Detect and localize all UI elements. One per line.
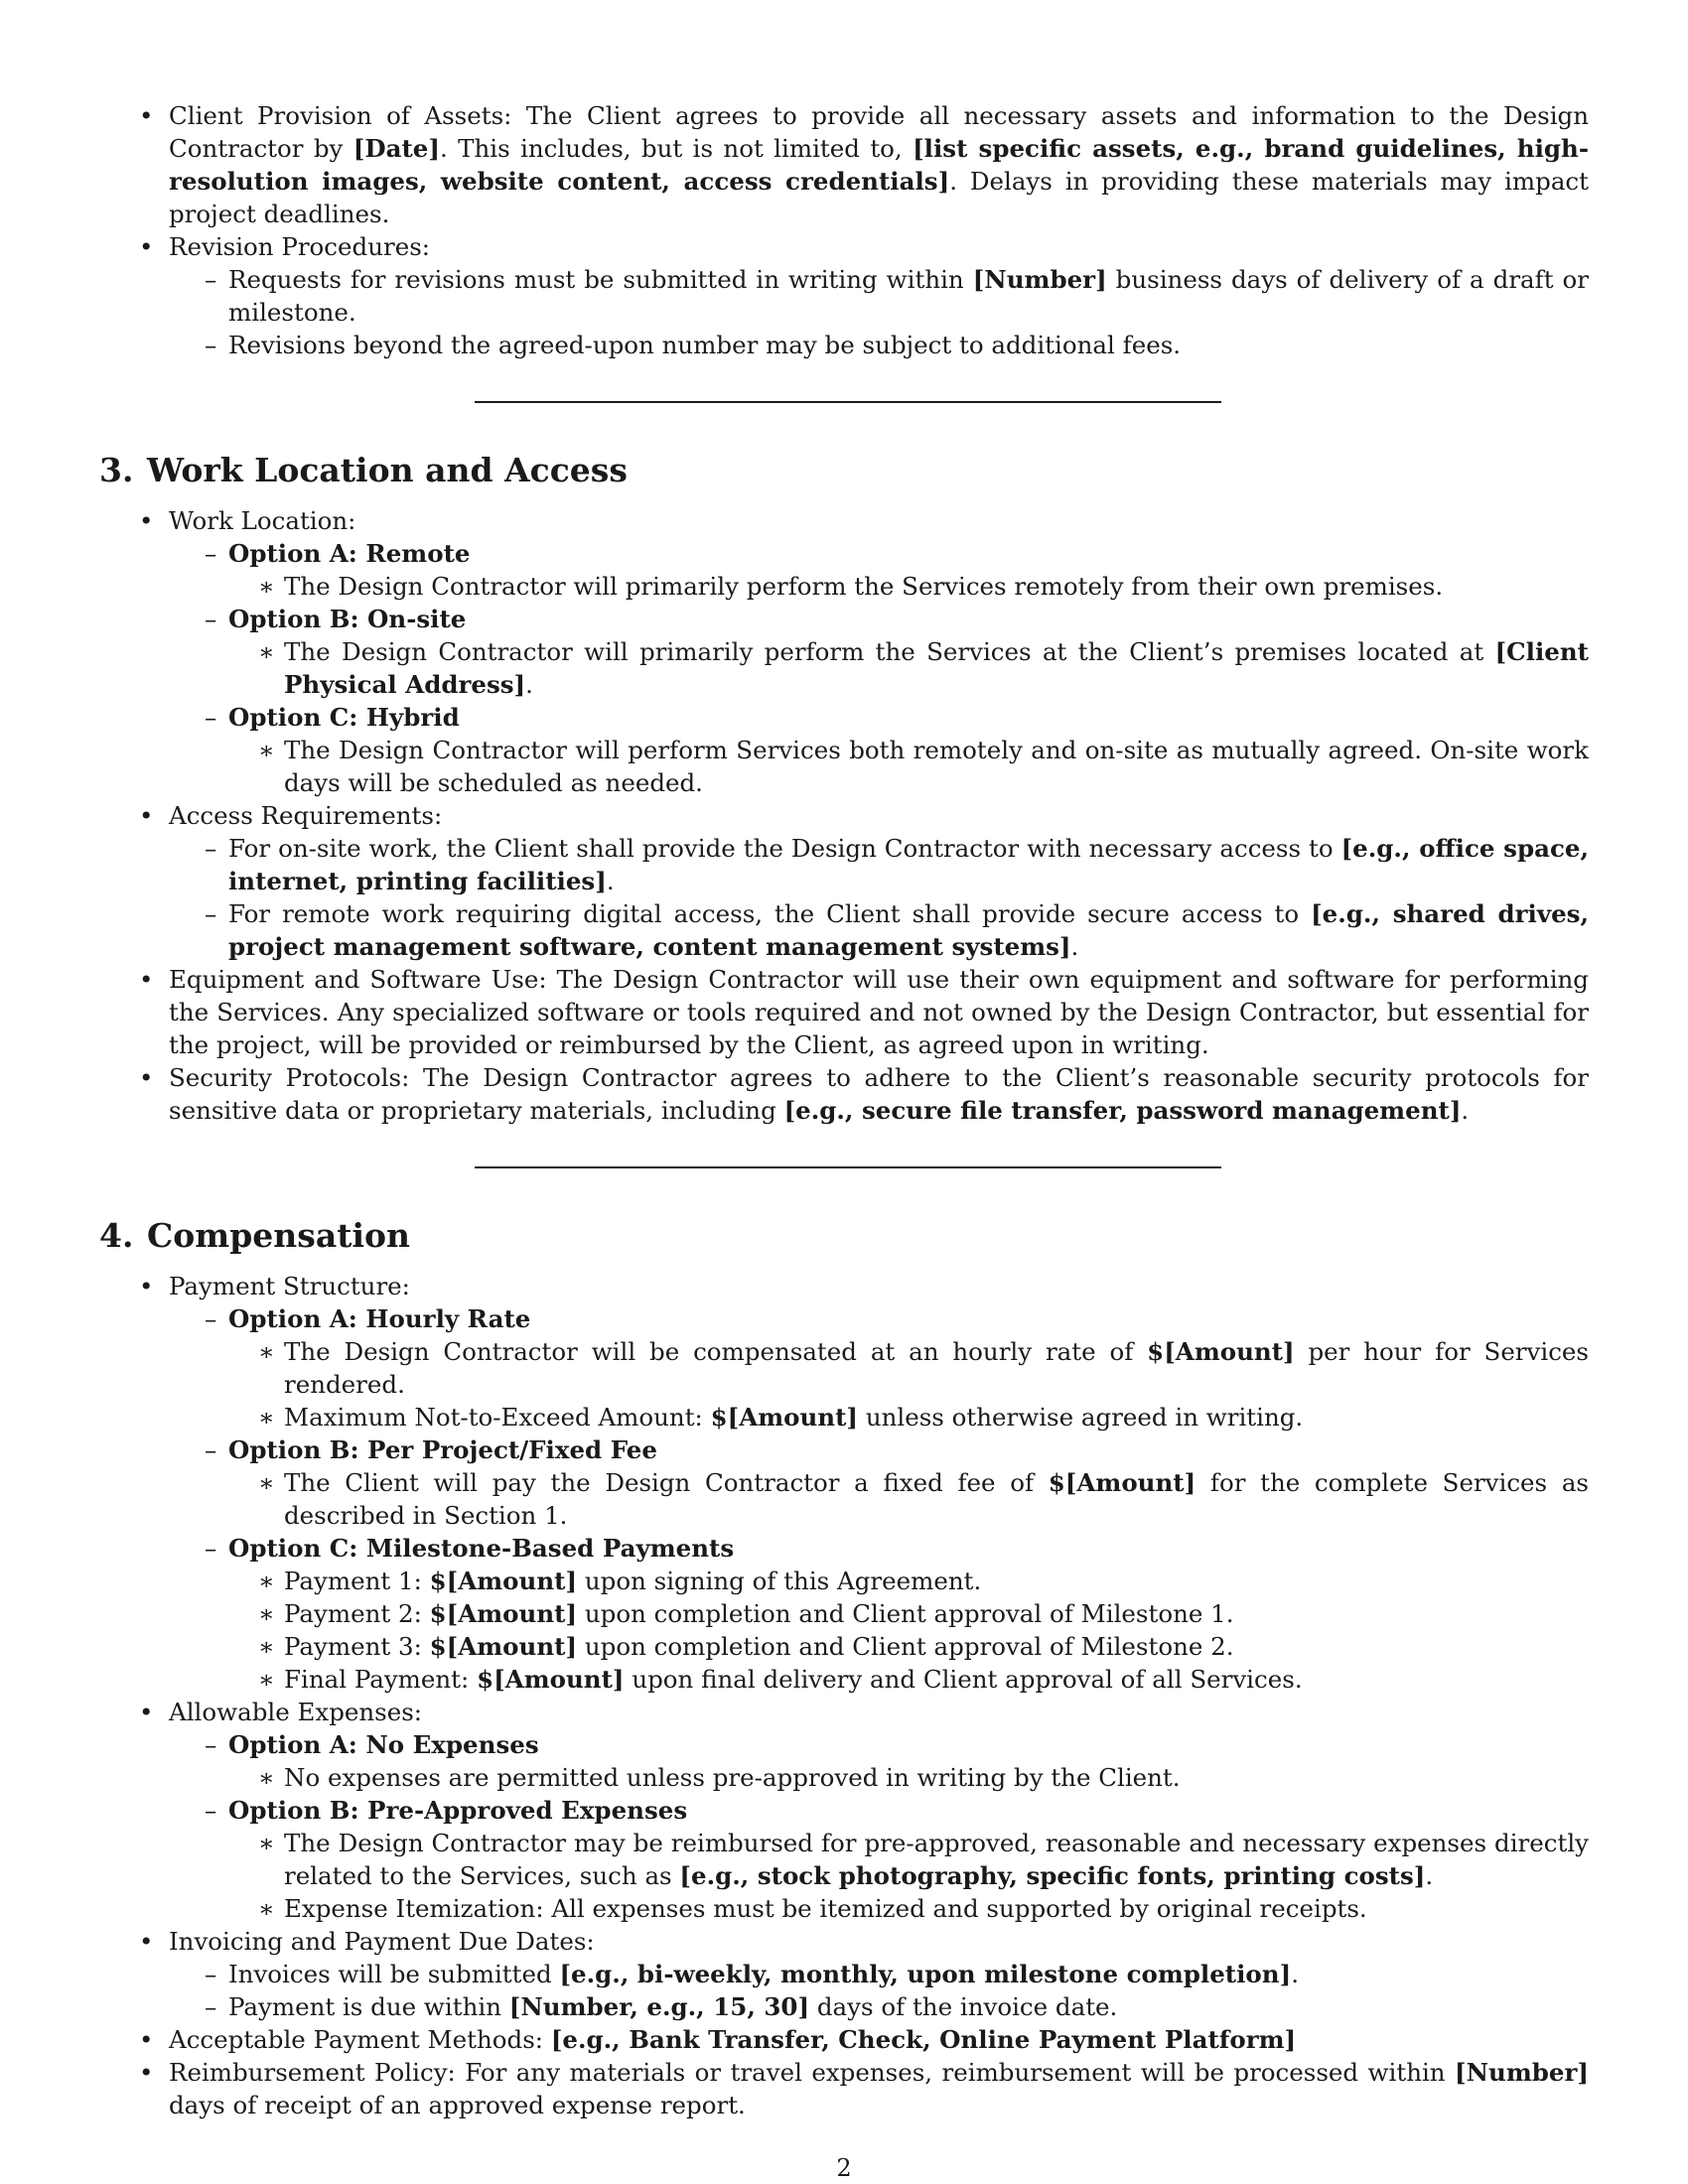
page-number: 2 [836,2154,852,2182]
text: . This includes, but is not limited to, [439,134,914,163]
section-title: Compensation [147,1216,410,1255]
option-detail-list [228,1466,1589,1532]
text: Payment 1: [284,1567,430,1595]
text: The Design Contractor will primarily perform the Services at the Client’s premises located at [284,637,1495,666]
section-number: 3. [99,451,134,489]
placeholder: $[Amount] [710,1403,859,1432]
section-number: 4. [99,1216,134,1255]
option-label: Option A: Hourly Rate [228,1304,531,1333]
section3-list [99,504,1589,1127]
work-location-options [169,537,1589,799]
placeholder: [list specific assets, e.g., brand guidelines, high-resolution images, website content, access credentials] [169,134,1590,196]
item-label: Access Requirements: [169,801,443,830]
revision-sublist [169,263,1589,361]
option-detail: ∗ Expense Itemization: All expenses must be itemized and supported by original receipts. [228,1892,1589,1925]
option-hybrid [169,701,1589,799]
payment-options [169,1302,1589,1696]
placeholder: [e.g., Bank Transfer, Check, Online Payment Platform] [550,2025,1297,2054]
equipment-item: • Equipment and Software Use: The Design Contractor will use their own equipment and software for performing the Services. Any specialized software or tools required and not owned by the Design Contractor, but essential for the project, will be provided or reimbursed by the Client, as agreed upon in writing. [99,963,1589,1061]
security-item [99,1061,1589,1127]
option-label: Option A: Remote [228,539,471,568]
option-no-expenses [169,1728,1589,1794]
text: Payment is due within [228,1992,509,2021]
option-detail [228,1827,1589,1892]
text: . Delays in providing these materials may impact project deadlines. [169,167,1589,228]
option-detail-list [228,635,1589,701]
option-onsite [169,603,1589,701]
invoice-frequency-item [169,1958,1589,1990]
text: upon completion and Client approval of Milestone 2. [577,1632,1234,1661]
placeholder: [Number] [972,265,1107,294]
expense-options [169,1728,1589,1925]
payment-methods-item [99,2023,1589,2056]
payment-structure-item [99,1270,1589,1696]
text: Security Protocols: The Design Contractor agrees to adhere to the Client’s reasonable security protocols for sensitive data or proprietary materials, including [169,1063,1589,1125]
text: Payment 2: [284,1599,430,1628]
option-detail-list [228,570,1589,603]
option-detail: ∗ The Design Contractor will perform Services both remotely and on-site as mutually agreed. On-site work days will be scheduled as needed. [228,734,1589,799]
invoicing-sublist [169,1958,1589,2023]
section-heading-work-location [99,451,1589,490]
placeholder: [Number, e.g., 15, 30] [508,1992,810,2021]
section2-continued-list [99,99,1589,361]
option-detail [228,1466,1589,1532]
section-divider [475,1166,1221,1168]
revision-request-item [169,263,1589,329]
option-detail [228,1335,1589,1401]
reimbursement-item [99,2056,1589,2121]
placeholder: [Number] [1455,2058,1589,2087]
option-label: Option B: Per Project/Fixed Fee [228,1435,657,1464]
payment-item [228,1663,1589,1696]
document-page [99,99,1589,2134]
invoicing-item [99,1925,1589,2023]
option-remote [169,537,1589,603]
allowable-expenses-item [99,1696,1589,1925]
option-label: Option A: No Expenses [228,1730,539,1759]
text: days of receipt of an approved expense report. [169,2091,746,2119]
text: . [525,670,533,699]
section-heading-compensation [99,1216,1589,1256]
text: . [1461,1096,1470,1125]
text: Maximum Not-to-Exceed Amount: [284,1403,711,1432]
placeholder: [Date] [352,134,440,163]
item-label: Allowable Expenses: [169,1698,423,1726]
text: Acceptable Payment Methods: [169,2025,551,2054]
access-requirements-item [99,799,1589,963]
option-detail-list [228,734,1589,799]
option-hourly [169,1302,1589,1433]
option-detail [228,1401,1589,1433]
item-label: Payment Structure: [169,1272,410,1300]
placeholder: $[Amount] [1048,1468,1196,1497]
text: upon final delivery and Client approval of all Services. [624,1665,1303,1694]
option-detail-list [228,1761,1589,1794]
remote-access-item [169,897,1589,963]
work-location-item [99,504,1589,799]
option-detail-list [228,1335,1589,1433]
text: Invoices will be submitted [228,1960,560,1988]
option-fixed-fee [169,1433,1589,1532]
access-sublist [169,832,1589,963]
text: . [1291,1960,1299,1988]
option-detail: ∗ The Design Contractor will primarily perform the Services remotely from their own premises. [228,570,1589,603]
text: upon completion and Client approval of Milestone 1. [577,1599,1234,1628]
placeholder: [e.g., secure file transfer, password management] [783,1096,1462,1125]
placeholder: $[Amount] [429,1632,578,1661]
onsite-access-item [169,832,1589,897]
placeholder: [e.g., stock photography, specific fonts, printing costs] [679,1861,1426,1890]
placeholder: [e.g., shared drives, project management software, content management systems] [228,899,1589,961]
option-label: Option C: Hybrid [228,703,460,732]
option-detail-list [228,1565,1589,1696]
client-assets-item [99,99,1589,230]
placeholder: [Client Physical Address] [284,637,1589,699]
payment-item [228,1565,1589,1597]
revision-procedures-item [99,230,1589,361]
payment-due-item [169,1990,1589,2023]
text: business days of delivery of a draft or milestone. [228,265,1590,327]
text: per hour for Services rendered. [284,1337,1589,1399]
option-pre-approved [169,1794,1589,1925]
item-label: Invoicing and Payment Due Dates: [169,1927,595,1956]
placeholder: [e.g., bi-weekly, monthly, upon milestone completion] [559,1960,1292,1988]
text: The Design Contractor will be compensated at an hourly rate of [284,1337,1148,1366]
text: For remote work requiring digital access, the Client shall provide secure access to [228,899,1312,928]
payment-item [228,1630,1589,1663]
option-detail [228,635,1589,701]
placeholder: $[Amount] [429,1567,578,1595]
placeholder: $[Amount] [429,1599,578,1628]
text: . [1425,1861,1434,1890]
text: Client Provision of Assets: The Client agrees to provide all necessary assets and information to the Design Contractor by [169,101,1589,163]
item-label: Revision Procedures: [169,232,431,261]
section-title: Work Location and Access [147,451,628,489]
section-divider [475,401,1221,403]
option-detail-list [228,1827,1589,1925]
revision-fees-item: – Revisions beyond the agreed-upon number may be subject to additional fees. [169,329,1589,361]
section4-list [99,1270,1589,2121]
text: Final Payment: [284,1665,478,1694]
option-label: Option B: On-site [228,605,467,633]
text: unless otherwise agreed in writing. [858,1403,1304,1432]
text: Requests for revisions must be submitted in writing within [228,265,973,294]
text: for the complete Services as described in Section 1. [284,1468,1589,1530]
text: The Client will pay the Design Contractor a fixed fee of [284,1468,1049,1497]
text: . [1070,932,1079,961]
item-label: Work Location: [169,506,356,535]
text: . [606,867,615,895]
text: The Design Contractor may be reimbursed for pre-approved, reasonable and necessary expenses directly related to the Services, such as [284,1829,1589,1890]
text: Reimbursement Policy: For any materials or travel expenses, reimbursement will be processed within [169,2058,1456,2087]
placeholder: $[Amount] [1147,1337,1295,1366]
option-detail: ∗ No expenses are permitted unless pre-approved in writing by the Client. [228,1761,1589,1794]
option-milestone [169,1532,1589,1696]
option-label: Option C: Milestone-Based Payments [228,1534,735,1563]
placeholder: [e.g., office space, internet, printing facilities] [228,834,1589,895]
text: upon signing of this Agreement. [577,1567,982,1595]
placeholder: $[Amount] [477,1665,625,1694]
text: days of the invoice date. [809,1992,1118,2021]
text: Payment 3: [284,1632,430,1661]
payment-item [228,1597,1589,1630]
text: For on-site work, the Client shall provide the Design Contractor with necessary access to [228,834,1341,863]
option-label: Option B: Pre-Approved Expenses [228,1796,688,1825]
